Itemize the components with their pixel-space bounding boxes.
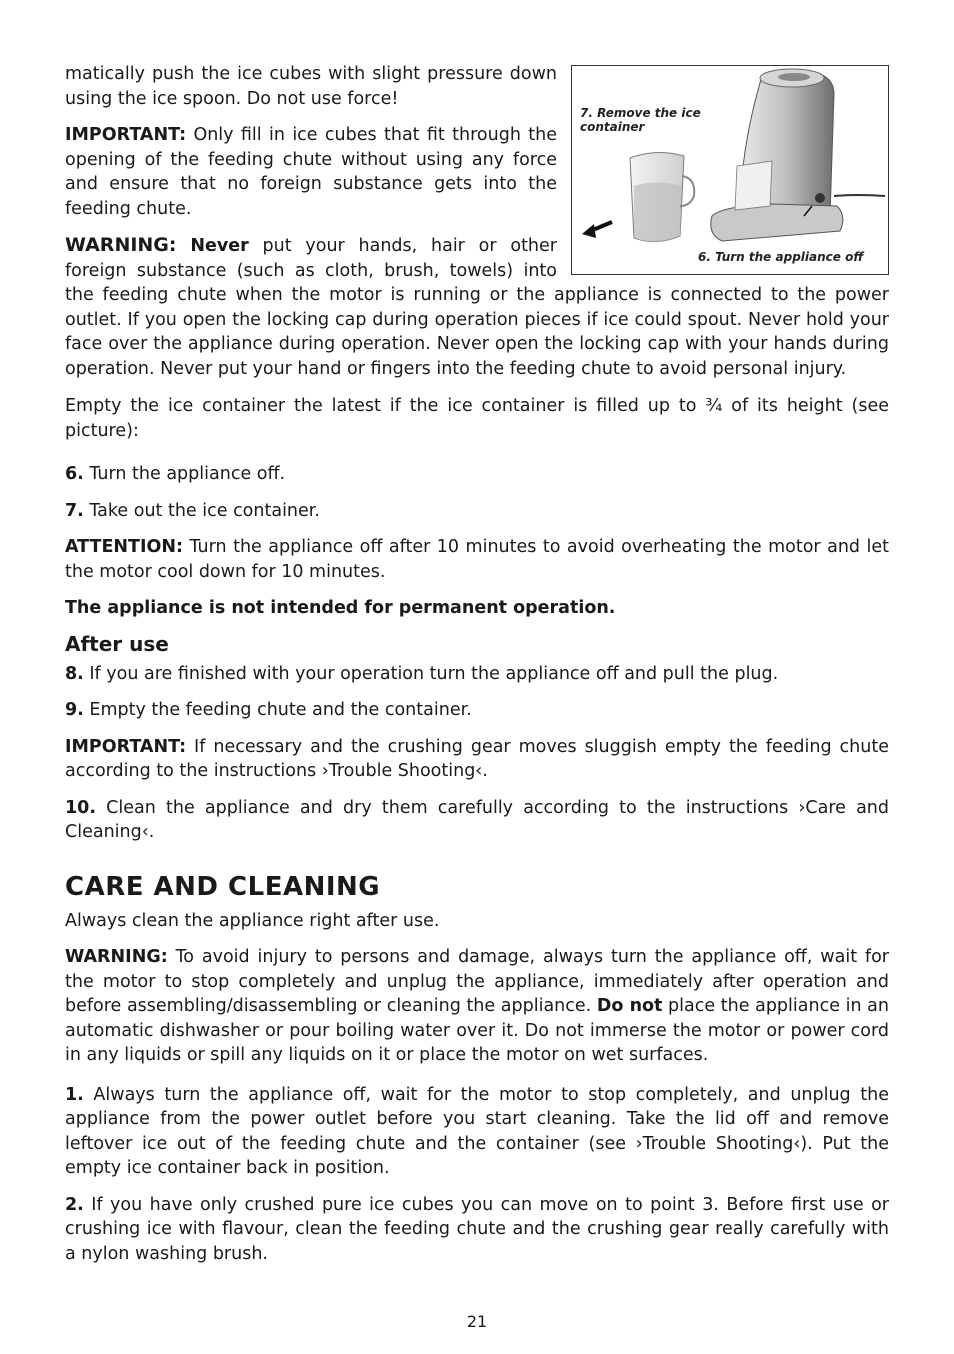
warning-text: put your hands, hair or other foreign substance (such as cloth, brush, towels) into the feeding chute when the motor is running or the appliance is connected to the power outlet. If you open the locking cap during operation pieces if ice could spout. Never hold your face over the appliance during operation. Never open the locking cap with your hands during operation. Never put your hand or fingers into the feeding chute to avoid personal injury. xyxy=(65,236,889,379)
after-use-important-label: IMPORTANT: xyxy=(65,736,187,757)
care-and-cleaning-heading: CARE AND CLEANING xyxy=(65,871,381,902)
continuation-paragraph: matically push the ice cubes with slight pressure down using the ice spoon. Do not use force! xyxy=(65,64,557,109)
care-step-2 xyxy=(65,1193,889,1267)
step-10-number: 10. xyxy=(65,797,97,818)
step-9-number: 9. xyxy=(65,700,84,720)
care-warning-label: WARNING: xyxy=(65,947,168,967)
attention-paragraph xyxy=(65,535,889,584)
step-6 xyxy=(65,462,889,487)
warning-label: WARNING: xyxy=(65,234,177,256)
attention-text: Turn the appliance off after 10 minutes to avoid overheating the motor and let the motor cool down for 10 minutes. xyxy=(65,537,889,582)
step-6-text: Turn the appliance off. xyxy=(83,464,286,484)
step-8-text: If you are finished with your operation turn the appliance off and pull the plug. xyxy=(83,663,779,684)
care-step-2-text: If you have only crushed pure ice cubes you can move on to point 3. Before first use or crushing ice with flavour, clean the feeding chute and the crushing gear really carefully with a nylon washing brush. xyxy=(65,1194,889,1264)
care-warning-text-b: place the appliance in an automatic dishwasher or pour boiling water over it. Do not immerse the motor or power cord in any liquids or spill any liquids on it or place the motor on wet surfaces. xyxy=(65,996,889,1065)
care-warning-do-not: Do not xyxy=(596,996,663,1016)
not-permanent-text: The appliance is not intended for permanent operation. xyxy=(65,598,616,618)
after-use-heading: After use xyxy=(65,631,169,656)
step-7-text: Take out the ice container. xyxy=(83,500,320,521)
figure-label-turn-off: 6. Turn the appliance off xyxy=(698,250,864,264)
care-intro: Always clean the appliance right after use. xyxy=(65,910,440,931)
attention-label: ATTENTION: xyxy=(65,537,184,557)
important-text: Only fill in ice cubes that fit through the opening of the feeding chute without using any force and ensure that no foreign substance gets into the feeding chute. xyxy=(65,125,557,219)
step-10-text: Clean the appliance and dry them carefully according to the instructions ›Care and Cleaning‹. xyxy=(65,797,889,842)
step-8-number: 8. xyxy=(65,663,84,684)
page-number: 21 xyxy=(466,1312,488,1331)
care-warning-text-a: To avoid injury to persons and damage, always turn the appliance off, wait for the motor to stop completely and unplug the appliance, immediately after operation and before assembling/disassembling or cleaning the appliance. xyxy=(65,947,889,1016)
step-7-number: 7. xyxy=(65,500,84,521)
step-7 xyxy=(65,499,889,524)
after-use-important-paragraph xyxy=(65,735,889,784)
figure-label-remove-container: 7. Remove the ice container xyxy=(580,106,701,134)
step-9-text: Empty the feeding chute and the container. xyxy=(83,700,472,720)
after-use-important-text: If necessary and the crushing gear moves sluggish empty the feeding chute according to the instructions ›Trouble Shooting‹. xyxy=(65,736,889,781)
care-step-2-number: 2. xyxy=(65,1194,84,1215)
care-step-1-text: Always turn the appliance off, wait for the motor to stop completely, and unplug the appliance from the power outlet before you start cleaning. Take the lid off and remove leftover ice out of the feeding chute and the container (see ›Trouble Shooting‹). Put the empty ice container back in position. xyxy=(65,1084,889,1178)
empty-container-paragraph: Empty the ice container the latest if the ice container is filled up to ¾ of its height (see picture): xyxy=(65,396,889,441)
appliance-figure xyxy=(571,65,889,275)
ice-crusher-illustration xyxy=(572,66,887,273)
step-9 xyxy=(65,698,889,723)
step-8 xyxy=(65,662,889,687)
not-permanent-notice xyxy=(65,596,889,621)
step-6-number: 6. xyxy=(65,464,84,484)
care-warning-paragraph xyxy=(65,945,889,1068)
care-step-1-number: 1. xyxy=(65,1084,84,1105)
warning-never: Never xyxy=(190,236,249,256)
important-label: IMPORTANT: xyxy=(65,125,187,145)
step-10 xyxy=(65,796,889,845)
page-content xyxy=(65,62,889,1266)
care-step-1 xyxy=(65,1083,889,1181)
